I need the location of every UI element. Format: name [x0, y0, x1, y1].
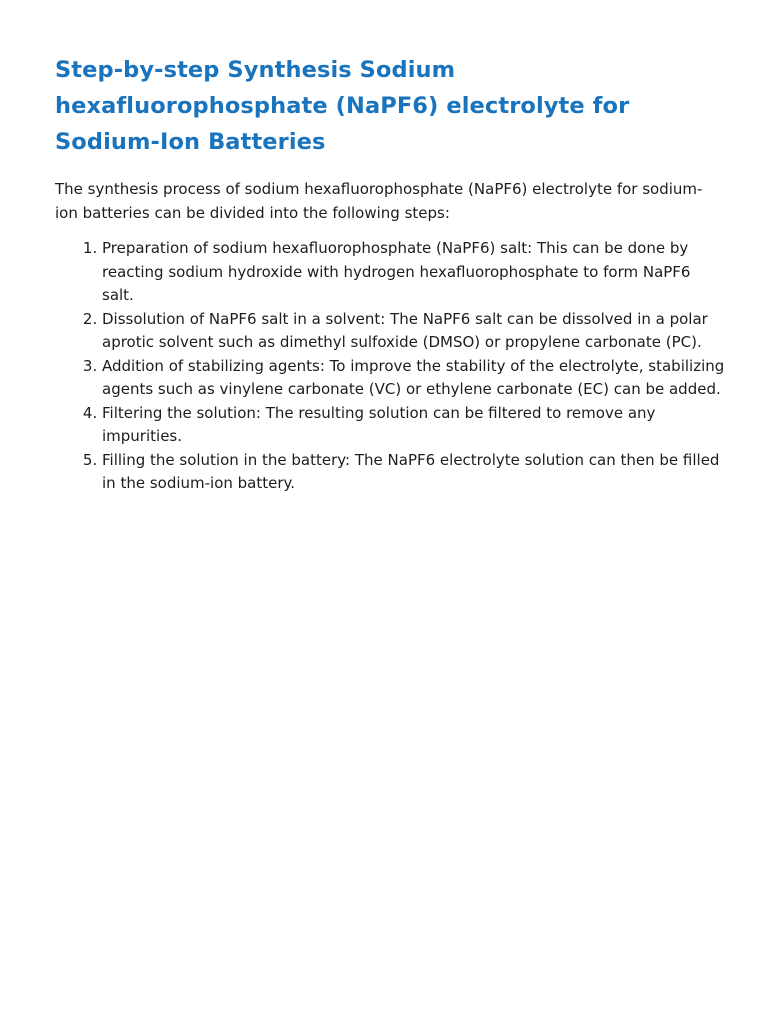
- document-title: Step-by-step Synthesis Sodium hexafluorophosphate (NaPF6) electrolyte for Sodium-Ion Batteries: [55, 57, 630, 155]
- step-item-3: 3. Addition of stabilizing agents: To improve the stability of the electrolyte, stabilizing agents such as vinylene carbonate (VC) or ethylene carbonate (EC) can be added.: [102, 355, 725, 402]
- step-item-1: 1. Preparation of sodium hexafluorophosphate (NaPF6) salt: This can be done by reacting sodium hydroxide with hydrogen hexafluorophosphate to form NaPF6 salt.: [102, 237, 725, 308]
- document-content: [55, 52, 725, 496]
- step-item-2: 2. Dissolution of NaPF6 salt in a solvent: The NaPF6 salt can be dissolved in a polar aprotic solvent such as dimethyl sulfoxide (DMSO) or propylene carbonate (PC).: [102, 308, 725, 355]
- step-item-4: 4. Filtering the solution: The resulting solution can be filtered to remove any impurities.: [102, 402, 725, 449]
- intro-paragraph: The synthesis process of sodium hexafluorophosphate (NaPF6) electrolyte for sodium-ion batteries can be divided into the following steps:: [55, 180, 703, 222]
- step-item-5: 5. Filling the solution in the battery: The NaPF6 electrolyte solution can then be filled in the sodium-ion battery.: [102, 449, 725, 496]
- steps-list: [55, 237, 725, 496]
